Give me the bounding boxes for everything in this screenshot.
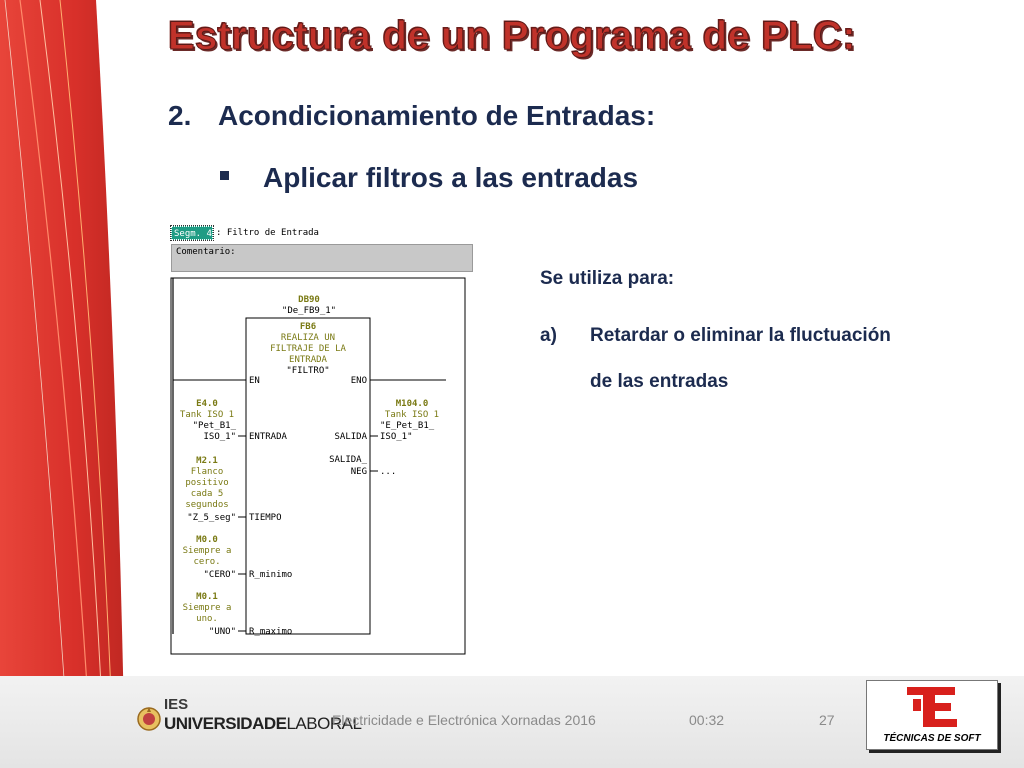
out1-symbol-1: "E_Pet_B1_ [380, 421, 435, 431]
in1-symbol-2: ISO_1" [203, 432, 236, 442]
section-heading [168, 100, 655, 132]
section-number: 2. [168, 100, 192, 131]
pin-eno: ENO [350, 376, 367, 386]
footer-time: 00:32 [689, 712, 725, 728]
ladder-network [168, 222, 478, 662]
pin-salida-neg-2: NEG [350, 467, 367, 477]
brand-text: TÉCNICAS DE SOFT [883, 733, 981, 744]
universidade-laboral-logo [136, 696, 362, 746]
in2-comment-3: cada 5 [190, 489, 224, 499]
pin-salida: SALIDA [334, 432, 367, 442]
fb-address: FB6 [299, 322, 317, 332]
in3-comment-1: Siempre a [182, 546, 232, 556]
bullet-heading [220, 162, 638, 194]
uses-heading: Se utiliza para: [540, 268, 675, 289]
out1-symbol-2: ISO_1" [380, 432, 413, 442]
pin-salida-neg-1: SALIDA_ [329, 455, 367, 465]
in4-comment-1: Siempre a [182, 603, 232, 613]
in1-symbol-1: "Pet_B1_ [192, 421, 236, 431]
bullet-text: Aplicar filtros a las entradas [263, 162, 639, 193]
pin-entrada: ENTRADA [249, 432, 287, 442]
pin-r-minimo: R_minimo [249, 570, 293, 580]
uses-list-item [540, 313, 891, 405]
pin-en: EN [249, 376, 260, 386]
square-bullet-icon [220, 171, 229, 180]
decorative-left-band [0, 0, 125, 768]
pin-tiempo: TIEMPO [249, 513, 282, 523]
uses-item-line-2: de las entradas [590, 371, 729, 392]
db-symbol: "De_FB9_1" [281, 306, 337, 316]
in2-comment-4: segundos [185, 500, 229, 510]
footer-event: Electricidade e Electrónica Xornadas 2016 [332, 712, 596, 728]
fb-desc-2: FILTRAJE DE LA [270, 344, 346, 354]
in3-symbol: "CERO" [203, 570, 236, 580]
logo-univ-bold: UNIVERSIDADE [164, 714, 287, 733]
fb-symbol: "FILTRO" [286, 366, 330, 376]
in3-address: M0.0 [196, 535, 218, 545]
tecnicas-de-soft-logo [866, 680, 998, 750]
in2-comment-2: positivo [185, 478, 229, 488]
footer-page-number: 27 [819, 712, 835, 728]
seal-icon [136, 704, 162, 734]
in2-symbol: "Z_5_seg" [187, 513, 236, 523]
in1-address: E4.0 [196, 399, 218, 409]
out-ellipsis: ... [380, 467, 397, 477]
uses-item-letter: a) [540, 325, 557, 346]
pin-r-maximo: R_maximo [249, 627, 293, 637]
out1-comment: Tank ISO 1 [384, 410, 440, 420]
section-title: Acondicionamiento de Entradas: [218, 100, 656, 131]
logo-univ-thin: LABORAL [286, 714, 362, 733]
in4-comment-2: uno. [196, 614, 218, 624]
slide-title: Estructura de un Programa de PLC: [168, 14, 856, 58]
plc-ladder-diagram [168, 222, 478, 662]
in1-comment: Tank ISO 1 [179, 410, 235, 420]
logo-ies-text: IES [164, 696, 189, 713]
in3-comment-2: cero. [193, 557, 221, 567]
segment-title: : Filtro de Entrada [216, 228, 319, 238]
in4-address: M0.1 [196, 592, 218, 602]
fb-desc-3: ENTRADA [289, 355, 327, 365]
out1-address: M104.0 [395, 399, 429, 409]
in2-comment-1: Flanco [190, 467, 224, 477]
segment-badge: Segm. 4 [171, 226, 213, 240]
db-address: DB90 [298, 295, 320, 305]
comment-label: Comentario: [176, 247, 236, 257]
tecnicas-logo-icon [867, 681, 997, 731]
in2-address: M2.1 [196, 456, 218, 466]
uses-item-line-1: Retardar o eliminar la fluctuación [590, 325, 891, 346]
fb-desc-1: REALIZA UN [280, 333, 336, 343]
in4-symbol: "UNO" [208, 627, 236, 637]
